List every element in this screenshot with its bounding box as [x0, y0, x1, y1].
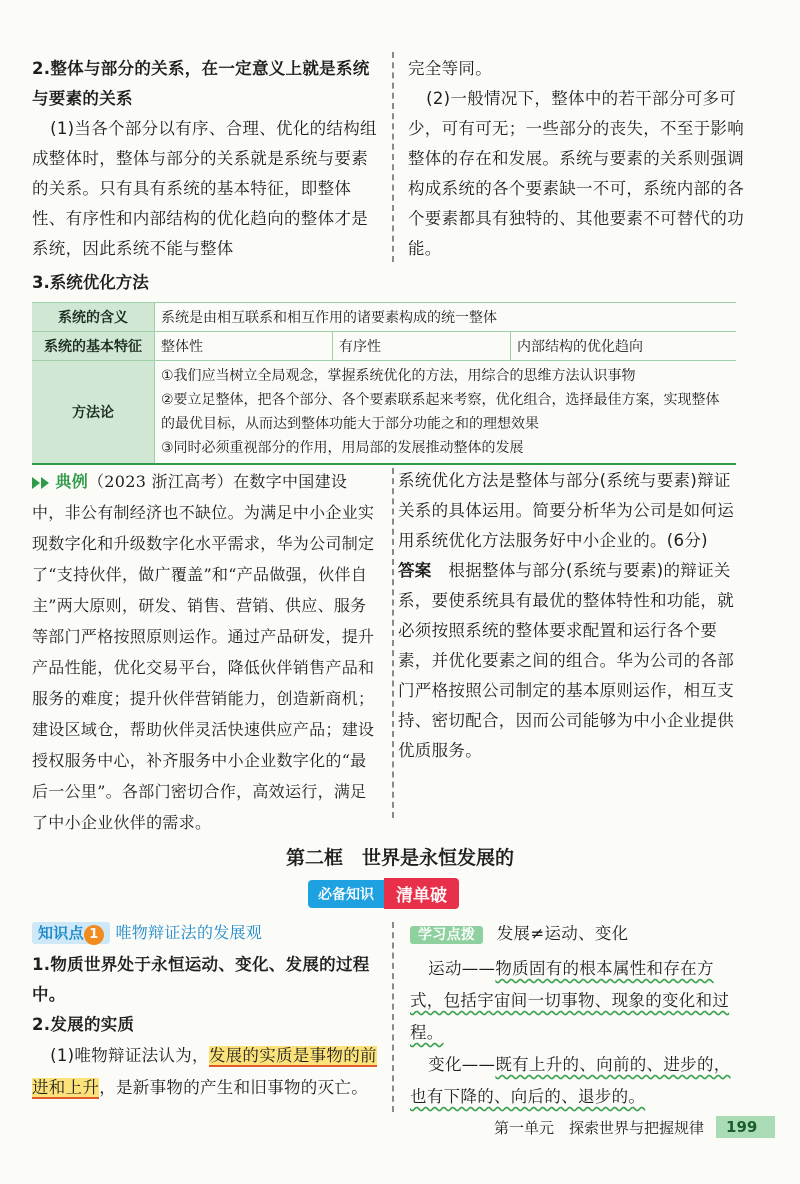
heading-3: 3.系统优化方法 — [32, 273, 149, 292]
heading-2: 2.整体与部分的关系，在一定意义上就是系统与要素的关系 — [32, 59, 370, 108]
kp-item-2: 2.发展的实质 — [32, 1015, 135, 1034]
section-title: 第二框 世界是永恒发展的 — [285, 847, 514, 869]
column-divider-example — [392, 468, 394, 818]
study-tip-tag: 学习点拨 — [410, 926, 483, 944]
answer-tag: 答案 — [398, 561, 432, 580]
example-right-column — [398, 466, 744, 766]
top-left-paragraph: (1)当各个部分以有序、合理、优化的结构组成整体时，整体与部分的关系就是系统与要素的关系。只有具有系统的基本特征，即整体性、有序性和内部结构的优化趋向的整体才是系统，因此系统不能与整体 — [32, 119, 377, 258]
top-right-column — [408, 54, 744, 264]
table-cell-feature-3: 内部结构的优化趋向 — [511, 332, 737, 361]
answer-text: 根据整体与部分(系统与要素)的辩证关系，要使系统具有最优的整体特性和功能，就必须按照系统的整体要求配置和运行各个要素，并优化要素之间的组合。华为公司的各部门严格按照公司制定的基本原则运作，相互支持、密切配合，因而公司能够为中小企业提供优质服务。 — [398, 561, 734, 760]
table-row — [32, 303, 736, 332]
top-right-paragraph: (2)一般情况下，整体中的若干部分可多可少，可有可无；一些部分的丧失，不至于影响整体的存在和发展。系统与要素的关系则强调构成系统的各个要素缺一不可，系统内部的各个要素都具有独特的、其他要素不可替代的功能。 — [408, 89, 744, 258]
highlighted-text: 发展的实质是事物的前进和上升 — [32, 1046, 377, 1097]
example-left-column — [32, 466, 378, 838]
table-cell-feature-2: 有序性 — [333, 332, 511, 361]
knowledge-point-tag: 知识点 1 — [32, 922, 110, 944]
footer-unit: 第一单元 探索世界与把握规律 — [494, 1118, 705, 1137]
top-right-line1: 完全等同。 — [408, 59, 492, 78]
study-motion: 运动——物质固有的根本属性和存在方式，包括宇宙间一切事物、现象的变化和过程。 — [410, 959, 730, 1042]
kp-item-1: 1.物质世界处于永恒运动、变化、发展的过程中。 — [32, 955, 370, 1004]
column-divider-bottom — [392, 922, 394, 1112]
page-footer — [494, 1116, 775, 1138]
table-cell-feature-1: 整体性 — [155, 332, 333, 361]
example-text: （2023 浙江高考）在数字中国建设中，非公有制经济也不缺位。为满足中小企业实现数字化和升级数字化水平需求，华为公司制定了“支持伙伴，做广覆盖”和“产品做强，伙伴自主”两大原则，研发、销售、营销、供应、服务等部门严格按照原则运作。通过产品研发，提升产品性能，优化交易平台，降低伙伴销售产品和服务的难度；提升伙伴营销能力，创造新商机；建设区域仓，帮助伙伴灵活快速供应产品；建设授权服务中心，补齐服务中小企业数字化的“最后一公里”。各部门密切合作，高效运行，满足了中小企业伙伴的需求。 — [32, 472, 375, 832]
table-cell-method — [155, 361, 737, 464]
table-label-method: 方法论 — [32, 361, 155, 464]
double-arrow-icon — [41, 477, 49, 489]
table-row — [32, 332, 736, 361]
badge-right: 清单破 — [384, 878, 459, 909]
method-item-2: ②要立足整体，把各个部分、各个要素联系起来考察，优化组合，选择最佳方案，实现整体的最优目标，从而达到整体功能大于部分功能之和的理想效果 — [161, 392, 720, 432]
knowledge-point-title: 唯物辩证法的发展观 — [115, 923, 263, 942]
page-number: 199 — [716, 1116, 775, 1138]
table-label-meaning: 系统的含义 — [32, 303, 155, 332]
method-item-1: ①我们应当树立全局观念，掌握系统优化的方法，用综合的思维方法认识事物 — [161, 368, 636, 384]
column-divider-top — [392, 52, 394, 262]
system-optimization-table — [32, 302, 736, 464]
example-tag: 典例 — [55, 472, 88, 491]
table-row — [32, 361, 736, 464]
example-question: 系统优化方法是整体与部分(系统与要素)辩证关系的具体运用。简要分析华为公司是如何运用系统优化方法服务好中小企业的。(6分) — [398, 471, 734, 550]
study-tip-column — [410, 918, 744, 1113]
knowledge-point-column — [32, 918, 382, 1104]
table-label-features: 系统的基本特征 — [32, 332, 155, 361]
top-left-column — [32, 54, 378, 264]
study-tip-title: 发展≠运动、变化 — [496, 924, 629, 943]
kp-paragraph: (1)唯物辩证法认为，发展的实质是事物的前进和上升，是新事物的产生和旧事物的灭亡。 — [32, 1046, 377, 1097]
badge-left: 必备知识 — [308, 880, 384, 908]
table-cell-meaning: 系统是由相互联系和相互作用的诸要素构成的统一整体 — [155, 303, 737, 332]
study-change: 变化——既有上升的、向前的、进步的，也有下降的、向后的、退步的。 — [410, 1055, 731, 1106]
essential-knowledge-badge — [308, 878, 459, 909]
method-item-3: ③同时必须重视部分的作用，用局部的发展推动整体的发展 — [161, 440, 524, 456]
example-top-rule — [32, 463, 736, 465]
knowledge-point-number: 1 — [84, 925, 104, 945]
double-arrow-icon — [32, 477, 40, 489]
